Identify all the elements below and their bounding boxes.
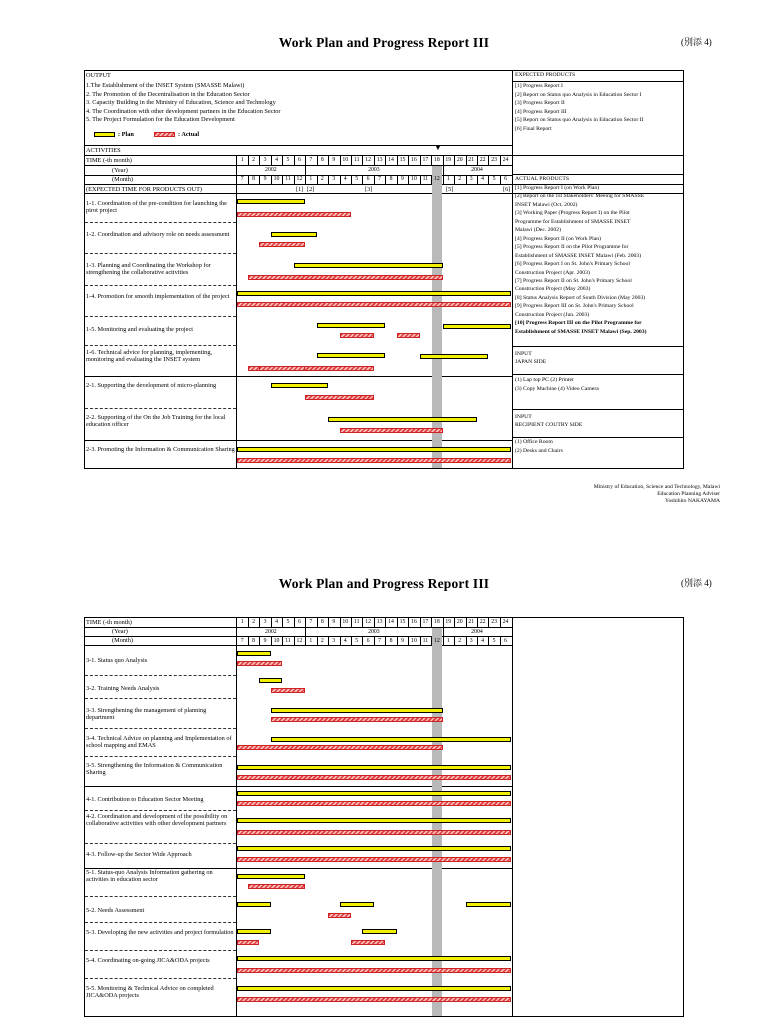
month-number: 12 xyxy=(433,176,440,182)
actual-bar xyxy=(305,395,374,400)
plan-bar xyxy=(237,291,512,296)
year-label: 2002 xyxy=(265,628,277,635)
time-number: 16 xyxy=(411,157,417,163)
month-number: 9 xyxy=(401,176,404,182)
actual-bar xyxy=(237,801,512,806)
plan-bar xyxy=(328,417,477,422)
month-number: 6 xyxy=(504,638,507,644)
actual-bar xyxy=(237,775,512,780)
activity-label: 3-3. Strengthening the management of planning department xyxy=(86,707,207,722)
actual-product-line: [6] Progress Report I on St. John's Primary School xyxy=(515,261,630,268)
p2-month-label: (Month) xyxy=(112,637,133,644)
time-number: 4 xyxy=(275,619,278,625)
time-number: 10 xyxy=(342,157,349,163)
month-number: 12 xyxy=(433,638,440,644)
activity-label: 1-4. Promotion for smooth implementation of the project xyxy=(86,293,230,300)
output-item: 5. The Project Formulation for the Education Development xyxy=(86,116,235,123)
time-number: 12 xyxy=(365,157,372,163)
time-number: 20 xyxy=(456,157,463,163)
actual-bar xyxy=(237,940,260,945)
output-item: 1.The Establishment of the INSET System (SMASSE Malawi) xyxy=(86,82,245,89)
activity-label: 5-5. Monitoring & Technical Advice on completed JICA&ODA projects xyxy=(86,985,214,1000)
month-number: 6 xyxy=(366,638,370,644)
input-japan-item: (1) Lap top PC (2) Printer xyxy=(515,377,574,383)
year-label: 2003 xyxy=(368,628,380,635)
time-number: 3 xyxy=(263,619,267,625)
output-header: OUTPUT xyxy=(86,72,111,79)
actual-bar xyxy=(259,242,305,247)
expected-product: [1] Progress Report I xyxy=(515,83,563,89)
plan-bar xyxy=(271,232,317,237)
actual-bar xyxy=(259,366,305,371)
time-label: TIME (-th month) xyxy=(86,157,132,164)
actual-bar xyxy=(328,913,351,918)
plan-bar xyxy=(294,263,443,268)
actual-bar xyxy=(237,302,512,307)
time-number: 9 xyxy=(332,157,336,163)
plan-bar xyxy=(420,354,489,359)
expected-mark: [6] xyxy=(503,185,511,193)
month-label: (Month) xyxy=(112,176,133,183)
actual-product-line: [3] Working Paper (Progress Report I) on the Pilot xyxy=(515,210,630,217)
footer-role: Education Planning Adviser xyxy=(657,491,720,497)
time-number: 16 xyxy=(411,619,417,625)
time-number: 7 xyxy=(309,619,313,625)
year-label: 2003 xyxy=(368,166,380,173)
input-japan-header: INPUT xyxy=(515,351,532,357)
plan-bar xyxy=(237,902,271,907)
time-number: 22 xyxy=(479,619,486,625)
time-number: 23 xyxy=(491,157,497,163)
time-number: 21 xyxy=(468,157,475,163)
actual-product-line: [7] Progress Report II on St. John's Primary School xyxy=(515,277,632,284)
month-number: 10 xyxy=(273,176,280,182)
time-number: 12 xyxy=(365,619,372,625)
time-number: 5 xyxy=(286,619,290,625)
output-item: 4. The Coordination with other development partners in the Education Sector xyxy=(86,107,281,115)
time-number: 17 xyxy=(422,157,429,163)
activities-label: ACTIVITIES xyxy=(86,147,121,154)
month-number: 9 xyxy=(401,638,404,644)
time-number: 1 xyxy=(240,157,244,163)
time-number: 7 xyxy=(309,157,313,163)
actual-bar xyxy=(397,333,420,338)
activity-label: 2-1. Supporting the development of micro-planning xyxy=(86,382,217,389)
actual-product-line: Establishment of SMASSE INSET Malawi (Sep. 2003) xyxy=(515,328,647,335)
time-number: 1 xyxy=(240,619,244,625)
year-label: 2002 xyxy=(265,166,277,173)
month-number: 3 xyxy=(332,176,336,182)
activity-label: 1-5. Monitoring and evaluating the project xyxy=(86,326,194,333)
current-month-column xyxy=(432,166,442,469)
legend-actual-label: : Actual xyxy=(178,131,200,138)
activity-label: 5-3. Developing the new activities and project formulation xyxy=(86,929,234,936)
month-number: 10 xyxy=(273,638,280,644)
time-number: 13 xyxy=(376,619,383,625)
actual-bar xyxy=(237,458,512,463)
actual-bar xyxy=(248,884,305,889)
month-number: 4 xyxy=(481,638,485,644)
input-japan-header: JAPAN SIDE xyxy=(515,359,547,365)
plan-bar xyxy=(237,986,512,991)
expected-product: [6] Final Report xyxy=(515,125,552,132)
actual-product-line: Construction Project (May 2003) xyxy=(515,286,591,293)
month-number: 6 xyxy=(504,176,507,182)
time-number: 15 xyxy=(399,619,406,625)
time-number: 8 xyxy=(320,619,324,625)
month-number: 10 xyxy=(411,638,417,644)
plan-bar xyxy=(237,791,512,796)
activity-label: 2-3. Promoting the Information & Communication Sharing xyxy=(86,446,235,453)
time-number: 21 xyxy=(468,619,475,625)
actual-bar xyxy=(271,717,443,722)
actual-bar xyxy=(340,428,443,433)
month-number: 5 xyxy=(492,176,496,182)
year-label: 2004 xyxy=(471,628,483,635)
plan-bar xyxy=(317,323,386,328)
plan-bar xyxy=(237,765,512,770)
actual-bar xyxy=(351,940,385,945)
time-number: 17 xyxy=(422,619,429,625)
month-number: 9 xyxy=(263,638,267,644)
activity-label: 4-3. Follow-up the Sector Wide Approach xyxy=(86,851,192,858)
month-number: 3 xyxy=(469,176,473,182)
current-month-marker: ▼ xyxy=(434,143,442,152)
actual-bar xyxy=(237,997,512,1002)
actual-bar xyxy=(237,857,512,862)
input-recipient-header: RECIPIENT COUTRY SIDE xyxy=(515,422,583,428)
expected-product: [2] Report on Status quo Analysis in Education Sector I xyxy=(515,91,642,98)
plan-bar xyxy=(237,818,512,823)
activity-label: 3-5. Strengthening the Information & Communication Sharing xyxy=(86,762,223,777)
month-number: 8 xyxy=(252,638,256,644)
input-recipient-item: (2) Desks and Chairs xyxy=(515,448,563,454)
month-number: 1 xyxy=(309,638,313,644)
time-number: 22 xyxy=(479,157,486,163)
month-number: 2 xyxy=(320,176,324,182)
plan-bar xyxy=(259,678,282,683)
p2-time-label: TIME (-th month) xyxy=(86,619,132,626)
activity-label: 1-6. Technical advice for planning, implementing, monitoring and evaluating the INSET system xyxy=(86,349,213,364)
activity-label: 3-4. Technical Advice on planning and Implementation of school mapping and EMAS xyxy=(86,735,232,750)
plan-bar xyxy=(237,199,306,204)
month-number: 4 xyxy=(343,638,347,644)
actual-bar xyxy=(271,688,305,693)
actual-product-line: [10] Progress Report III on the Pilot Programme for xyxy=(515,320,642,327)
actual-product-line: [5] Progress Report II on the Pilot Programme for xyxy=(515,244,629,251)
plan-bar xyxy=(443,324,512,329)
year-label: 2004 xyxy=(471,166,483,173)
time-number: 18 xyxy=(433,157,440,163)
month-number: 7 xyxy=(378,638,382,644)
actual-bar xyxy=(340,333,374,338)
month-number: 6 xyxy=(366,176,370,182)
page2-title: Work Plan and Progress Report III xyxy=(278,576,490,591)
time-number: 24 xyxy=(502,619,509,625)
month-number: 5 xyxy=(355,638,359,644)
expected-product: [3] Progress Report II xyxy=(515,100,565,106)
month-number: 9 xyxy=(263,176,267,182)
time-number: 11 xyxy=(353,619,360,625)
input-recipient-header: INPUT xyxy=(515,414,532,420)
activity-label: 5-4. Coordinating on-going JICA&ODA projects xyxy=(86,957,210,964)
time-number: 10 xyxy=(342,619,349,625)
input-japan-item: (3) Copy Machine (4) Video Camera xyxy=(515,386,599,392)
activity-label: 1-2. Coordination and advisory role on needs assessment xyxy=(86,231,230,238)
time-number: 5 xyxy=(286,157,290,163)
plan-bar xyxy=(271,737,511,742)
plan-bar xyxy=(362,929,396,934)
actual-product-line: Establishment of SMASSE INSET Malawi (Feb. 2003) xyxy=(515,252,642,259)
month-number: 4 xyxy=(481,176,485,182)
time-number: 23 xyxy=(491,619,497,625)
time-number: 14 xyxy=(388,157,394,163)
actual-product-line: [2] Report on the 1st Stakeholders' Meeing for SMASSE xyxy=(515,193,645,200)
month-number: 5 xyxy=(492,638,496,644)
plan-bar xyxy=(237,929,271,934)
time-number: 19 xyxy=(445,157,452,163)
actual-bar xyxy=(248,275,443,280)
plan-bar xyxy=(237,846,512,851)
month-number: 8 xyxy=(389,176,393,182)
month-number: 11 xyxy=(422,176,429,182)
plan-bar xyxy=(237,956,512,961)
time-number: 3 xyxy=(263,157,267,163)
plan-bar xyxy=(237,874,306,879)
time-number: 20 xyxy=(456,619,463,625)
plan-bar xyxy=(271,708,443,713)
plan-bar xyxy=(271,383,328,388)
time-number: 8 xyxy=(320,157,324,163)
time-number: 2 xyxy=(252,157,256,163)
actual-bar xyxy=(237,968,512,973)
month-number: 1 xyxy=(446,638,450,644)
actual-product-line: Programme for Establishment of SMASSE INSET xyxy=(515,218,631,225)
activity-label: 2-2. Supporting of the On the Job Training for the local education officer xyxy=(86,414,226,429)
month-number: 11 xyxy=(422,638,429,644)
activity-label: 1-1. Coordination of the pre-condition for launching the pirot project xyxy=(86,200,227,215)
month-number: 4 xyxy=(343,176,347,182)
legend-actual-swatch xyxy=(154,132,175,137)
time-number: 6 xyxy=(297,157,301,163)
actual-product-line: Malawi (Dec. 2002) xyxy=(515,227,561,234)
actual-bar xyxy=(237,661,283,666)
month-number: 5 xyxy=(355,176,359,182)
time-number: 18 xyxy=(433,619,440,625)
plan-bar xyxy=(340,902,374,907)
year-label: (Year) xyxy=(112,166,128,174)
expected-mark: [1] xyxy=(296,185,304,193)
expected-time-label: (EXPECTED TIME FOR PRODUCTS OUT) xyxy=(86,185,203,193)
time-number: 14 xyxy=(388,619,394,625)
activity-label: 4-1. Contribution to Education Sector Meeting xyxy=(86,796,204,803)
activity-label: 4-2. Coordination and development of the possibility on collaborative activities with other development partners xyxy=(86,813,228,828)
time-number: 2 xyxy=(252,619,256,625)
actual-product-line: Construction Project (Jun. 2003) xyxy=(515,311,590,318)
plan-bar xyxy=(317,353,386,358)
plan-bar xyxy=(237,447,512,452)
month-number: 7 xyxy=(240,638,244,644)
month-number: 2 xyxy=(458,638,462,644)
month-number: 2 xyxy=(458,176,462,182)
activity-label: 3-2. Training Needs Analysis xyxy=(86,685,160,692)
input-recipient-item: (1) Office Room xyxy=(515,439,553,445)
actual-product-line: [4] Progress Report II (on Work Plan) xyxy=(515,235,601,242)
time-number: 15 xyxy=(399,157,406,163)
month-number: 8 xyxy=(252,176,256,182)
month-number: 3 xyxy=(469,638,473,644)
actual-bar xyxy=(237,745,443,750)
month-number: 3 xyxy=(332,638,336,644)
plan-bar xyxy=(466,902,512,907)
plan-bar xyxy=(237,651,271,656)
actual-product-line: Construction Project (Apr. 2003) xyxy=(515,269,590,276)
activity-label: 5-1. Status-quo Analysis Information gathering on activities in education sector xyxy=(86,869,213,884)
activity-label: 3-1. Status quo Analysis xyxy=(86,657,148,664)
expected-product: [4] Progress Report III xyxy=(515,108,567,115)
month-number: 12 xyxy=(296,176,303,182)
month-number: 2 xyxy=(320,638,324,644)
output-item: 2. The Promotion of the Decentralisation in the Education Sector xyxy=(86,90,250,98)
month-number: 7 xyxy=(378,176,382,182)
actual-product-line: [8] Status Analysis Report of South Division (May 2003) xyxy=(515,294,646,301)
expected-products-header: EXPECTED PRODUCTS xyxy=(515,72,576,78)
page1-annex-label: (別添 4) xyxy=(681,37,712,47)
actual-products-header: ACTUAL PRODUCTS xyxy=(515,176,569,182)
month-number: 1 xyxy=(309,176,313,182)
actual-bar xyxy=(237,212,352,217)
output-item: 3. Capacity Building in the Ministry of Education, Science and Technology xyxy=(86,99,276,106)
page1-title: Work Plan and Progress Report III xyxy=(278,35,490,50)
time-number: 4 xyxy=(275,157,278,163)
time-number: 13 xyxy=(376,157,383,163)
month-number: 12 xyxy=(296,638,303,644)
time-number: 6 xyxy=(297,619,301,625)
legend-plan-label: : Plan xyxy=(118,131,134,138)
actual-product-line: INSET Malawi (Oct. 2002) xyxy=(515,201,578,208)
legend-plan-swatch xyxy=(94,132,115,137)
actual-bar xyxy=(237,830,512,835)
expected-mark: [2] xyxy=(307,185,315,193)
actual-product-line: [9] Progress Report III on St. John's Primary School xyxy=(515,303,634,310)
actual-product-line: [1] Progress Report I (on Work Plan) xyxy=(515,185,600,191)
time-number: 19 xyxy=(445,619,452,625)
month-number: 1 xyxy=(446,176,450,182)
footer-org: Ministry of Education, Science and Technology, Malawi xyxy=(593,484,720,490)
time-number: 24 xyxy=(502,157,509,163)
page2-annex-label: (別添 4) xyxy=(681,578,712,588)
time-number: 9 xyxy=(332,619,336,625)
expected-mark: [3] xyxy=(365,185,373,193)
p2-year-label: (Year) xyxy=(112,628,128,635)
expected-mark: [5] xyxy=(446,185,454,193)
activity-label: 5-2. Needs Assessment xyxy=(86,907,145,914)
month-number: 11 xyxy=(285,176,291,182)
month-number: 7 xyxy=(240,176,244,182)
month-number: 11 xyxy=(285,638,291,644)
footer-name: Yoshihito NAKAYAMA xyxy=(664,498,720,504)
month-number: 10 xyxy=(411,176,417,182)
month-number: 8 xyxy=(389,638,393,644)
time-number: 11 xyxy=(353,157,360,163)
expected-product: [5] Report on Status quo Analysis in Education Sector II xyxy=(515,117,644,123)
activity-label: 1-3. Planning and Coordinating the Workshop for strengthening the collaborative activities xyxy=(86,262,211,277)
